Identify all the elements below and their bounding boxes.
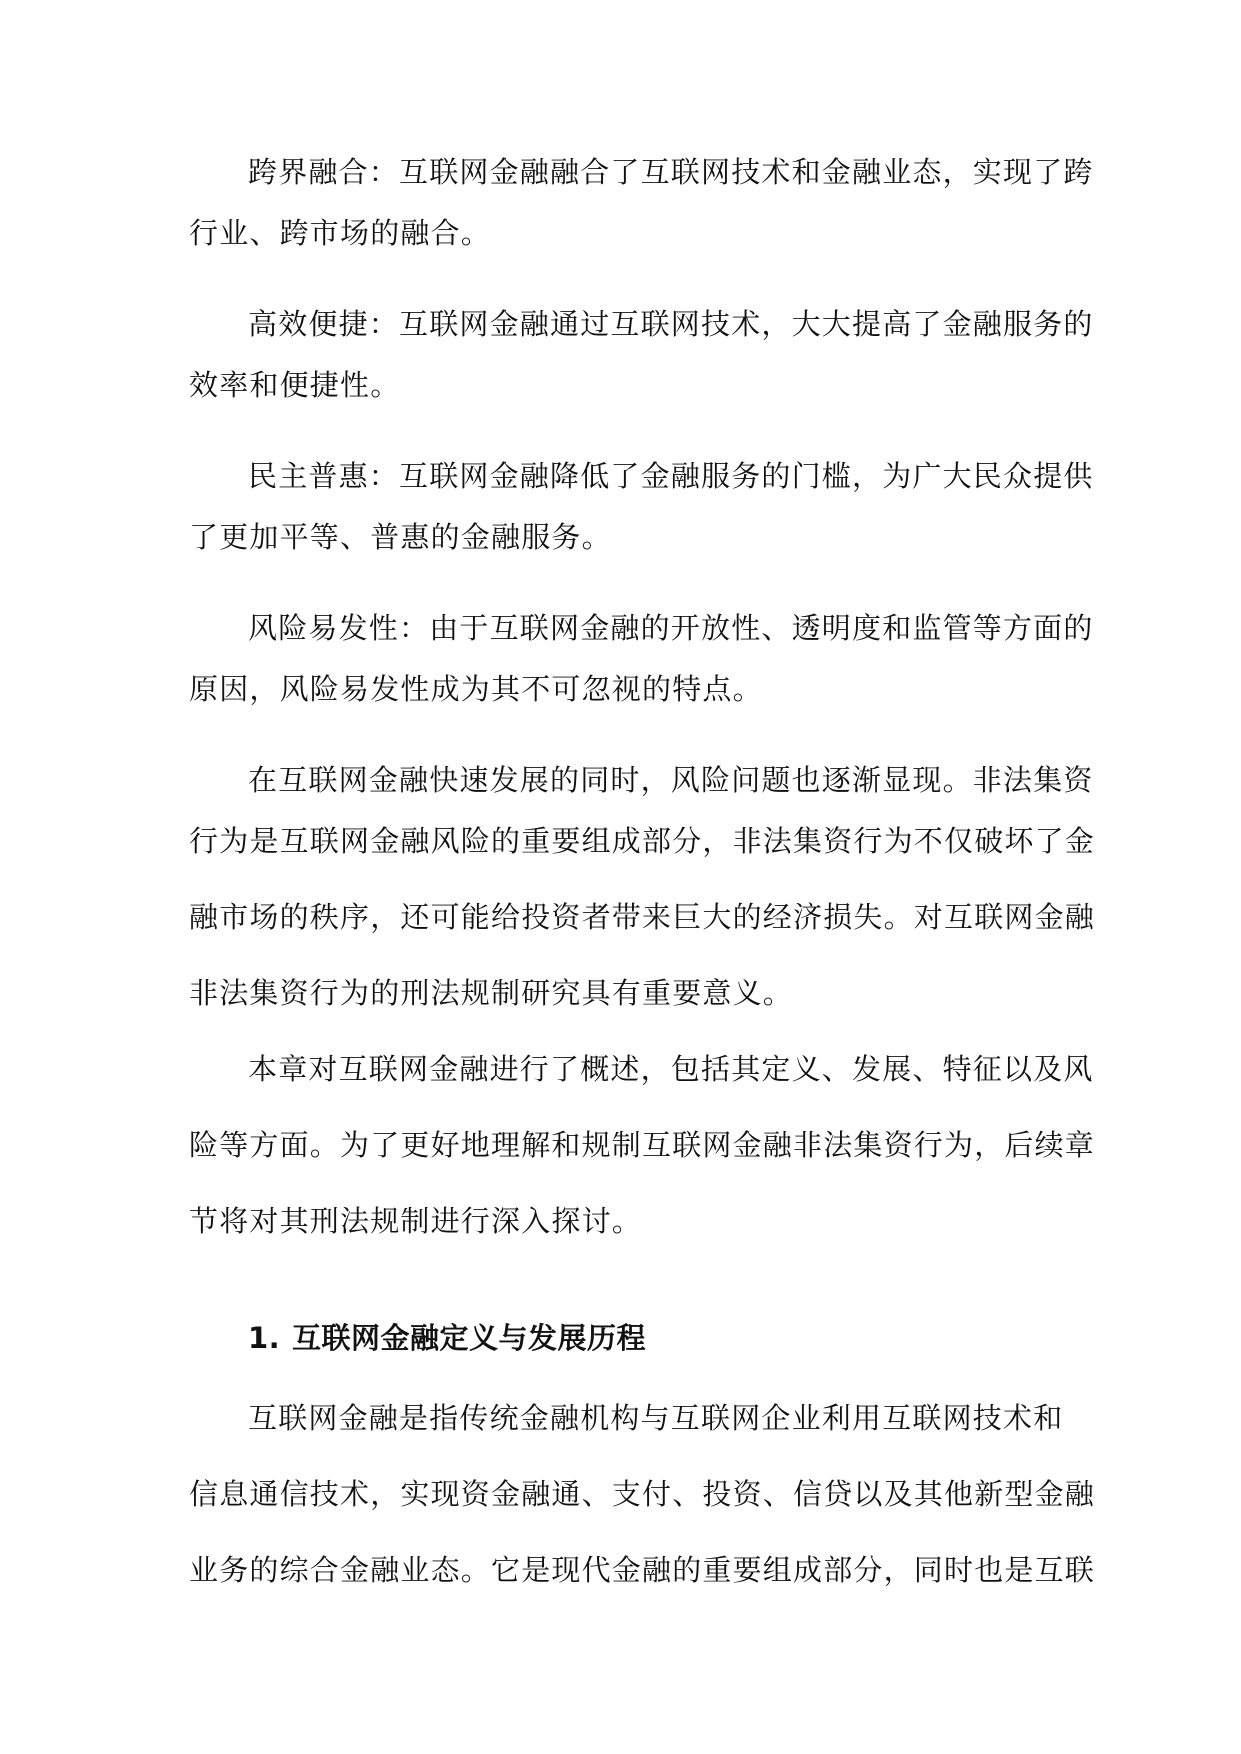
section-heading — [248, 1318, 646, 1358]
paragraph-7-line-3: 业务的综合金融业态。它是现代金融的重要组成部分，同时也是互联 — [189, 1553, 1096, 1587]
section-heading-number: 1. — [248, 1321, 281, 1355]
paragraph-1-line-2: 行业、跨市场的融合。 — [189, 216, 492, 250]
paragraph-6-line-3: 节将对其刑法规制进行深入探讨。 — [189, 1204, 643, 1238]
paragraph-5-line-3: 融市场的秩序，还可能给投资者带来巨大的经济损失。对互联网金融 — [189, 900, 1096, 934]
paragraph-2-line-1: 高效便捷：互联网金融通过互联网技术，大大提高了金融服务的 — [248, 307, 1094, 341]
paragraph-3-line-2: 了更加平等、普惠的金融服务。 — [189, 520, 612, 554]
paragraph-4-line-1: 风险易发性：由于互联网金融的开放性、透明度和监管等方面的 — [248, 611, 1094, 645]
paragraph-4-line-2: 原因，风险易发性成为其不可忽视的特点。 — [189, 672, 763, 706]
paragraph-5-line-2: 行为是互联网金融风险的重要组成部分，非法集资行为不仅破坏了金 — [189, 824, 1096, 858]
paragraph-7-line-2: 信息通信技术，实现资金融通、支付、投资、信贷以及其他新型金融 — [189, 1477, 1096, 1511]
paragraph-5-line-1: 在互联网金融快速发展的同时，风险问题也逐渐显现。非法集资 — [248, 763, 1094, 797]
paragraph-5-line-4: 非法集资行为的刑法规制研究具有重要意义。 — [189, 976, 794, 1010]
paragraph-1-line-1: 跨界融合：互联网金融融合了互联网技术和金融业态，实现了跨 — [248, 155, 1094, 189]
paragraph-7-line-1: 互联网金融是指传统金融机构与互联网企业利用互联网技术和 — [248, 1401, 1064, 1435]
paragraph-6-line-1: 本章对互联网金融进行了概述，包括其定义、发展、特征以及风 — [248, 1052, 1094, 1086]
section-heading-title: 互联网金融定义与发展历程 — [292, 1321, 647, 1355]
paragraph-2-line-2: 效率和便捷性。 — [189, 368, 401, 402]
paragraph-6-line-2: 险等方面。为了更好地理解和规制互联网金融非法集资行为，后续章 — [189, 1128, 1096, 1162]
paragraph-3-line-1: 民主普惠：互联网金融降低了金融服务的门槛，为广大民众提供 — [248, 459, 1094, 493]
